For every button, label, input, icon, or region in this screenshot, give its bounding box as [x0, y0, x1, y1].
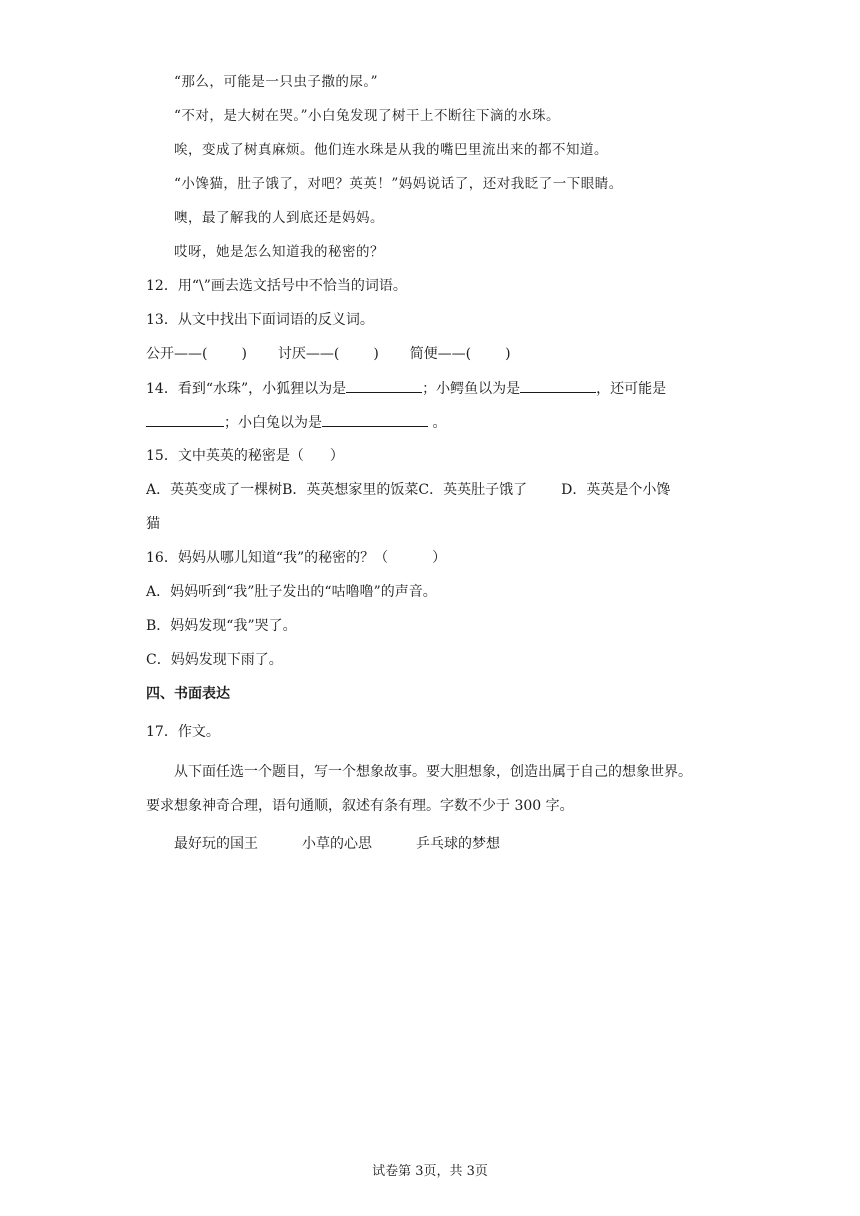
- question-16-stem: 16．妈妈从哪儿知道“我”的秘密的？（ ）: [146, 550, 447, 566]
- essay-topics: [174, 834, 500, 854]
- option-a[interactable]: A．妈妈听到“我”肚子发出的“咕噜噜”的声音。: [146, 584, 437, 600]
- question-15-stem: 15．文中英英的秘密是（ ）: [146, 448, 344, 464]
- option-d[interactable]: D．英英是个小馋: [561, 482, 671, 498]
- question-15-options: [146, 480, 670, 500]
- essay-topic-1: 最好玩的国王: [174, 836, 258, 852]
- answer-blank-1[interactable]: [346, 378, 422, 393]
- question-14-line-1: 14．看到“水珠”，小狐狸以为是 ；小鳄鱼以为是 ，还可能是: [146, 378, 666, 399]
- antonym-item-3: 简便——(: [409, 346, 472, 362]
- passage-line-5: 噢，最了解我的人到底还是妈妈。: [174, 210, 384, 226]
- antonym-item-1: 公开——(: [146, 346, 208, 362]
- option-d-continued: 猫: [146, 516, 160, 532]
- antonym-item-2: 讨厌——(: [277, 346, 340, 362]
- answer-blank-3[interactable]: [146, 412, 224, 427]
- option-a[interactable]: A．英英变成了一棵树: [146, 482, 283, 498]
- passage-line-4: “小馋猫，肚子饿了，对吧？英英！”妈妈说话了，还对我眨了一下眼睛。: [174, 176, 623, 192]
- question-13-stem: 13．从文中找出下面词语的反义词。: [146, 312, 374, 328]
- option-c[interactable]: C．英英肚子饿了: [418, 482, 528, 498]
- option-b[interactable]: B．妈妈发现“我”哭了。: [146, 618, 297, 634]
- passage-line-2: “不对，是大树在哭。”小白兔发现了树干上不断往下滴的水珠。: [174, 108, 561, 124]
- question-13-items: 公开——( ) 讨厌——( ) 简便——( ): [146, 346, 511, 362]
- essay-topic-3: 乒乓球的梦想: [416, 836, 500, 852]
- question-17-body-2: 要求想象神奇合理，语句通顺，叙述有条有理。字数不少于 300 字。: [146, 798, 574, 814]
- question-17-body-1: 从下面任选一个题目，写一个想象故事。要大胆想象，创造出属于自己的想象世界。: [174, 764, 692, 780]
- passage-line-6: 哎呀，她是怎么知道我的秘密的？: [174, 244, 384, 260]
- question-14-line-2: ；小白兔以为是 。: [146, 412, 446, 433]
- essay-topic-2: 小草的心思: [302, 836, 372, 852]
- answer-blank-4[interactable]: [322, 412, 428, 427]
- question-12: 12．用“\”画去选文括号中不恰当的词语。: [146, 278, 407, 294]
- passage-line-3: 唉，变成了树真麻烦。他们连水珠是从我的嘴巴里流出来的都不知道。: [174, 142, 608, 158]
- passage-line-1: “那么，可能是一只虫子撒的尿。”: [174, 74, 379, 90]
- question-17-stem: 17．作文。: [146, 724, 220, 740]
- option-b[interactable]: B．英英想家里的饭菜: [282, 482, 419, 498]
- option-c[interactable]: C．妈妈发现下雨了。: [146, 652, 283, 668]
- page-footer: 试卷第 3页，共 3页: [372, 1164, 488, 1179]
- section-heading: 四、书面表达: [146, 686, 230, 702]
- answer-blank-2[interactable]: [520, 378, 596, 393]
